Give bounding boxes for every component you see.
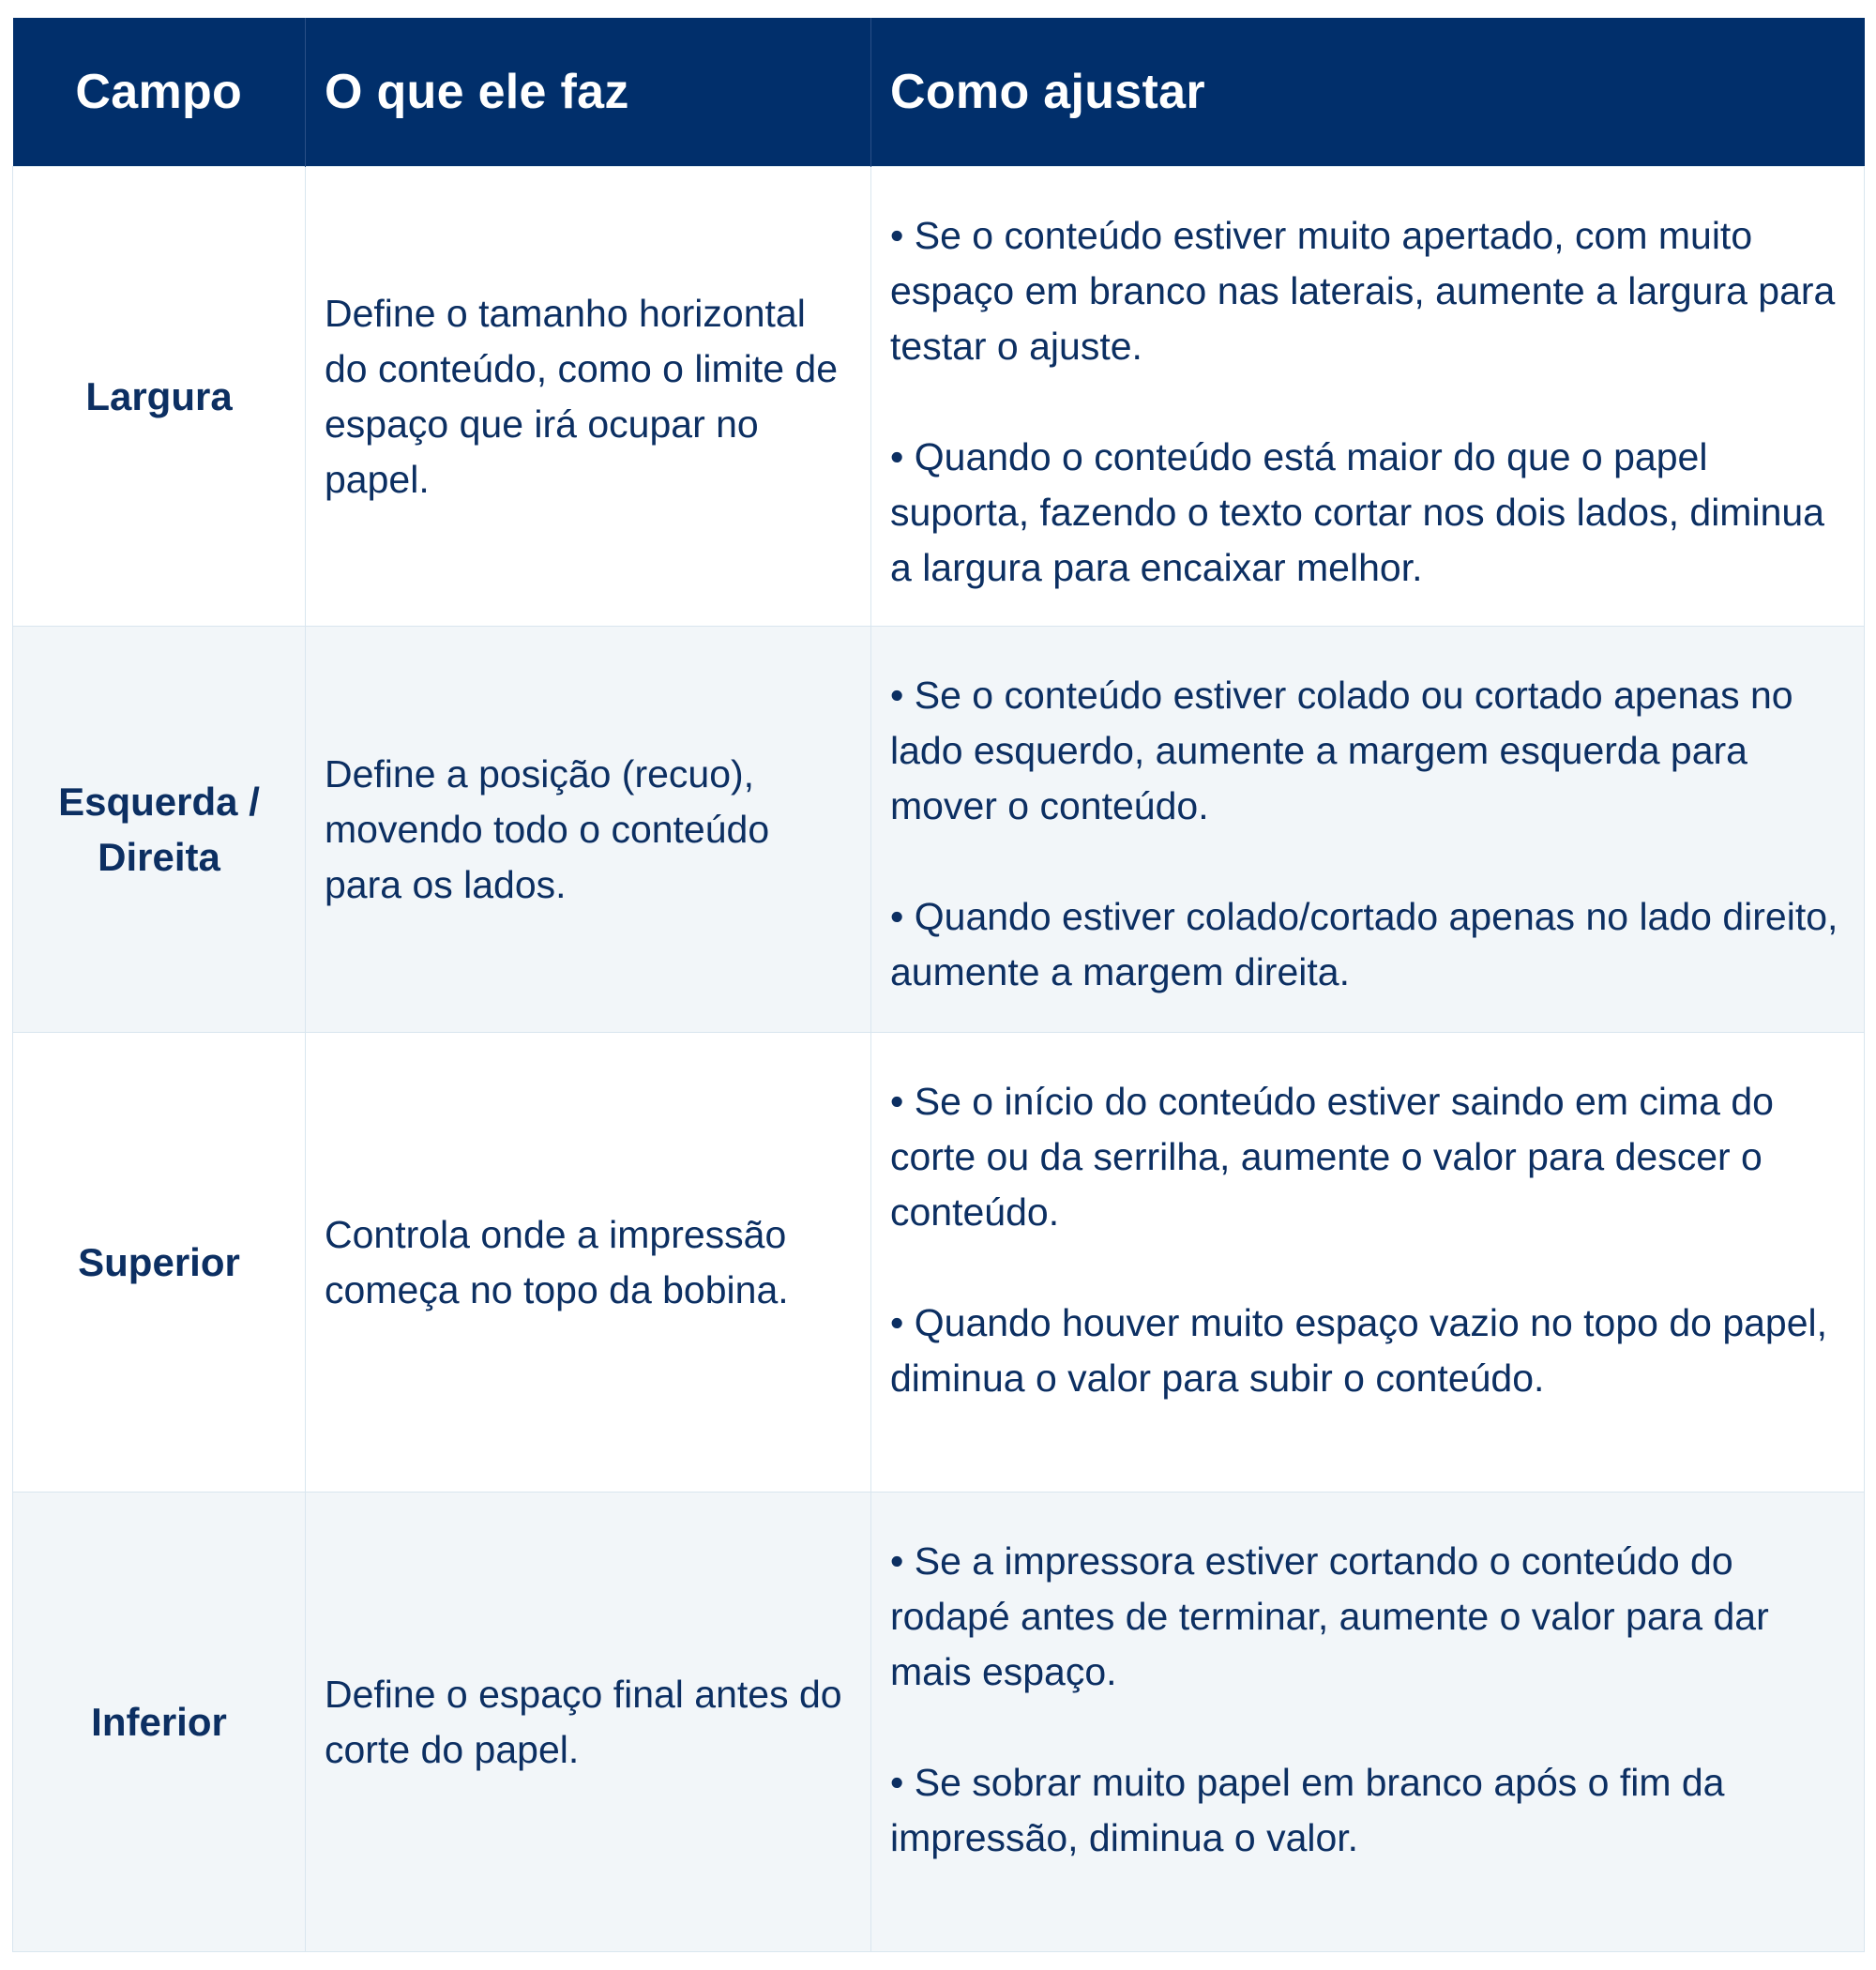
print-margin-settings-table: [12, 18, 1865, 1952]
table-header-row: [13, 18, 1865, 167]
header-campo: Campo: [13, 18, 306, 167]
description-cell: Define a posição (recuo), movendo todo o conteúdo para os lados.: [306, 627, 871, 1033]
adjust-tip: • Se o conteúdo estiver muito apertado, com muito espaço em branco nas laterais, aumente a largura para testar o ajuste.: [890, 214, 1836, 368]
campo-cell: [13, 627, 306, 1033]
adjust-tip: • Quando houver muito espaço vazio no topo do papel, diminua o valor para subir o conteúdo.: [890, 1301, 1828, 1400]
header-como-ajustar: Como ajustar: [871, 18, 1865, 167]
adjust-tip: • Quando estiver colado/cortado apenas no lado direito, aumente a margem direita.: [890, 895, 1838, 993]
table-row-inferior: [13, 1493, 1865, 1952]
description-cell: Define o tamanho horizontal do conteúdo, como o limite de espaço que irá ocupar no papel.: [306, 167, 871, 627]
table-row-superior: [13, 1033, 1865, 1493]
description-cell: Define o espaço final antes do corte do papel.: [306, 1493, 871, 1952]
description-cell: Controla onde a impressão começa no topo da bobina.: [306, 1033, 871, 1493]
adjust-cell: [871, 1493, 1865, 1952]
adjust-tip: • Se sobrar muito papel em branco após o fim da impressão, diminua o valor.: [890, 1761, 1725, 1859]
campo-cell: [13, 167, 306, 627]
adjust-tip: • Se a impressora estiver cortando o conteúdo do rodapé antes de terminar, aumente o valor para dar mais espaço.: [890, 1539, 1769, 1693]
adjust-tip: • Se o conteúdo estiver colado ou cortado apenas no lado esquerdo, aumente a margem esquerda para mover o conteúdo.: [890, 674, 1793, 827]
campo-label: Superior: [78, 1240, 240, 1284]
campo-cell: [13, 1033, 306, 1493]
adjust-cell: [871, 167, 1865, 627]
table-row-largura: [13, 167, 1865, 627]
campo-label: Esquerda /: [58, 780, 260, 824]
adjust-tip: • Quando o conteúdo está maior do que o papel suporta, fazendo o texto cortar nos dois lados, diminua a largura para encaixar melhor.: [890, 435, 1824, 589]
campo-label: Direita: [98, 835, 220, 879]
table-row-esquerda-direita: [13, 627, 1865, 1033]
adjust-cell: [871, 1033, 1865, 1493]
campo-label: Largura: [85, 374, 233, 418]
adjust-tip: • Se o início do conteúdo estiver saindo em cima do corte ou da serrilha, aumente o valor para descer o conteúdo.: [890, 1080, 1774, 1234]
header-o-que-faz: O que ele faz: [306, 18, 871, 167]
campo-cell: [13, 1493, 306, 1952]
campo-label: Inferior: [91, 1700, 227, 1744]
settings-table-container: [12, 18, 1864, 1952]
adjust-cell: [871, 627, 1865, 1033]
